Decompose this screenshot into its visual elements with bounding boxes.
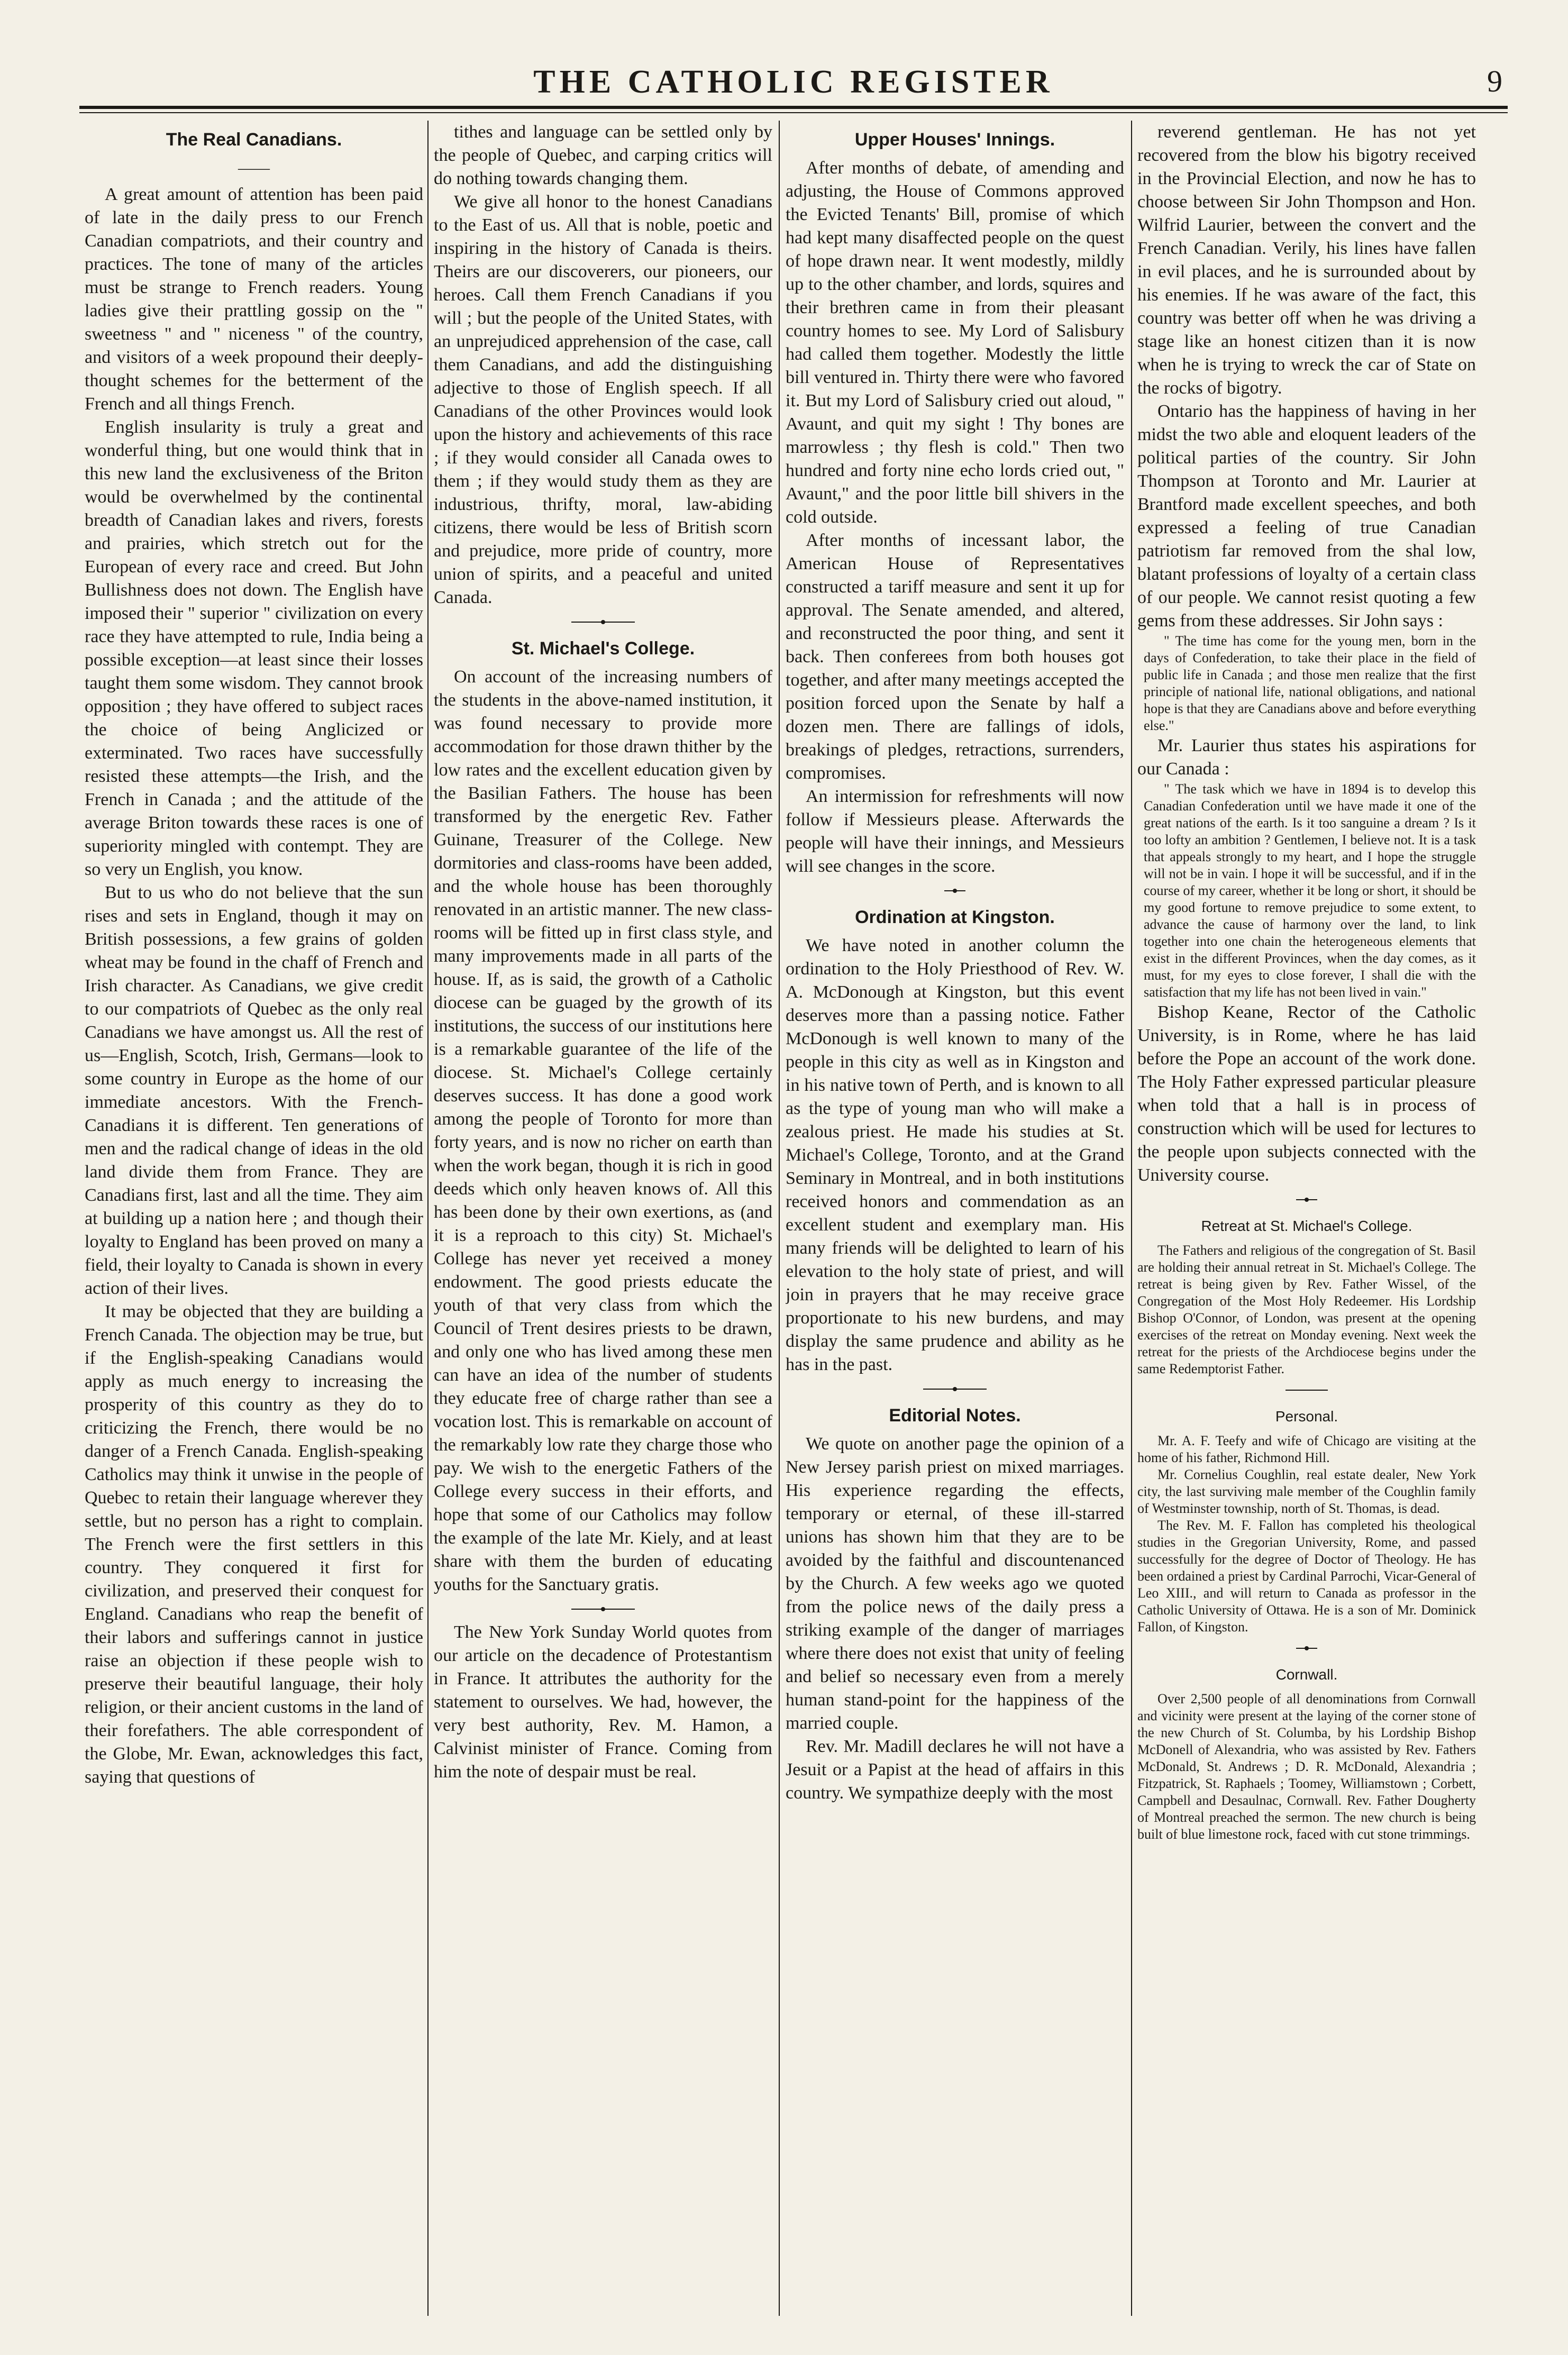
section-divider [434, 614, 772, 629]
heading-dash: —— [238, 159, 270, 177]
article-paragraph: After months of incessant labor, the American House of Representatives constructed a tariff measure and sent it up for approval. The Senate amended, and altered, and reconstructed the poor thing, and sent it back. Then conferees from both houses got together, and after many meetings accepted the position forced upon the Senate by half a dozen men. There are fallings of idols, breakings of pledges, retractions, surrenders, compromises. [786, 531, 1124, 783]
article-paragraph: Mr. Laurier thus states his aspirations for our Canada : [1137, 736, 1476, 779]
article-paragraph: Rev. Mr. Madill declares he will not have a Jesuit or a Papist at the head of affairs in this country. We sympathize deeply with the most [786, 1737, 1124, 1803]
article-heading-real-canadians: The Real Canadians. [166, 130, 342, 150]
article-paragraph: Over 2,500 people of all denominations from Cornwall and vicinity were present at the laying of the corner stone of the new Church of St. Columba, by his Lordship Bishop McDonell of Alexandria, who was assisted by Rev. Fathers McDonald, St. Andrews ; D. R. McDonald, Alexandria ; Fitzpatrick, St. Raphaels ; Toomey, Williamstown ; Corbett, Campbell and Desaulnac, Cornwall. Rev. Father Dougherty of Montreal preached the sermon. The new church is being built of blue limestone rock, faced with cut stone trimmings. [1137, 1691, 1476, 1842]
article-heading-retreat: Retreat at St. Michael's College. [1201, 1218, 1412, 1234]
article-paragraph: An intermission for refreshments will now follow if Messieurs please. Afterwards the people will have their innings, and Messieurs will see changes in the score. [786, 787, 1124, 876]
ornament-divider-icon [1275, 1645, 1338, 1652]
article-paragraph: The Fathers and religious of the congregation of St. Basil are holding their annual retreat in St. Michael's College. The retreat is being given by Rev. Father Wissel, of the Congregation of the Most Holy Redeemer. His Lordship Bishop O'Connor, of London, was present at the opening exercises of the retreat on Monday evening. Next week the retreat for the priests of the Archdiocese begins under the same Redemptorist Father. [1137, 1243, 1476, 1376]
article-paragraph: Mr. A. F. Teefy and wife of Chicago are visiting at the home of his father, Richmond Hill. [1137, 1433, 1476, 1465]
page-number: 9 [1487, 64, 1502, 98]
article-paragraph: The New York Sunday World quotes from our article on the decadence of Protestantism in France. It attributes the authority for the statement to ourselves. We had, however, the very best authority, Rev. M. Hamon, a Calvinist minister of France. Coming from him the note of despair must be real. [434, 1622, 772, 1782]
column-2 [434, 121, 772, 2316]
ornament-divider-icon [1275, 1196, 1338, 1203]
column-rule [779, 121, 780, 2316]
article-paragraph: Mr. Cornelius Coughlin, real estate dealer, New York city, the last surviving male member of the Coughlin family of Westminster township, north of St. Thomas, is dead. [1137, 1467, 1476, 1516]
newspaper-title: THE CATHOLIC REGISTER [533, 64, 1054, 100]
column-1 [85, 121, 423, 2316]
ornament-divider-icon [571, 1605, 635, 1613]
article-heading-cornwall: Cornwall. [1275, 1666, 1338, 1683]
article-paragraph: On account of the increasing numbers of the students in the above-named institution, it was found necessary to provide more accommodation for those drawn thither by the low rates and the excellent education given by the Basilian Fathers. The house has been transformed by the energetic Rev. Father Guinane, Treasurer of the College. New dormitories and class-rooms have been added, and the whole house has been thoroughly renovated in an artistic manner. The new class-rooms will be fitted up in first class style, and many improvements made in all parts of the house. If, as is said, the growth of a Catholic diocese can be guaged by the growth of its institutions, the success of our institutions here is a remarkable guarantee of the life of the diocese. St. Michael's College certainly deserves success. It has done a good work among the people of Toronto for more than forty years, and is now no richer on earth than when the work began, though it is rich in good deeds which only heaven knows of. All this has been done by their own exertions, as (and it is a reproach to this city) St. Michael's College has never yet received a money endowment. The good priests educate the youth of that very class from which the Council of Trent desires priests to be drawn, and only one who has lived among these men can have an idea of the number of students they educate free of charge rather than see a vocation lost. This is remarkable on account of the remarkably low rate they charge those who pay. We wish to the energetic Fathers of the College every success in their efforts, and hope that some of our Catholics may follow the example of the late Mr. Kiely, and at least share with them the burden of educating youths for the Sanctuary gratis. [434, 667, 772, 1594]
column-rule [1131, 121, 1132, 2316]
article-paragraph: After months of debate, of amending and adjusting, the House of Commons approved the Evicted Tenants' Bill, promise of which had kept many disaffected people on the quest of hope drawn near. It went modestly, mildly up to the other chamber, and lords, squires and their brethren came in from their pleasant country homes to see. My Lord of Salisbury had called them together. Modestly the little bill ventured in. Thirty there were who favored it. But my Lord of Salisbury cried out aloud, " Avaunt, and quit my sight ! Thy bones are marrowless ; thy flesh is cold." Then two hundred and forty nine echo lords cried out, " Avaunt," and the poor little bill shivers in the cold outside. [786, 158, 1124, 527]
article-heading-st-michaels: St. Michael's College. [511, 638, 695, 659]
article-heading-upper-houses: Upper Houses' Innings. [854, 130, 1055, 150]
article-heading-editorial-notes: Editorial Notes. [889, 1405, 1021, 1426]
article-paragraph: We give all honor to the honest Canadians to the East of us. All that is noble, poetic and inspiring in the history of Canada is theirs. Theirs are our discoverers, our pioneers, our heroes. Call them French Canadians if you will ; but the people of the United States, with an unprejudiced apprehension of the case, call them Canadians, and add the distinguishing adjective to those of English speech. If all Canadians of the other Provinces would look upon the history and achievements of this race ; if they would consider all Canada owes to them ; if they would study them as they are industrious, thrifty, moral, law-abiding citizens, there would be less of British scorn and prejudice, more pride of country, more union of spirits, and a peaceful and united Canada. [434, 192, 772, 607]
column-4 [1137, 121, 1476, 2316]
article-paragraph: We quote on another page the opinion of a New Jersey parish priest on mixed marriages. His experience regarding the effects, temporary or eternal, of these ill-starred unions has shown him that they are to be avoided by the faithful and discountenanced by the Church. A few weeks ago we quoted from the police news of the daily press a striking example of the danger of marriages where there does not exist that unity of feeling and belief so necessary even from a merely human stand-point for the happiness of the married couple. [786, 1434, 1124, 1733]
section-divider [1137, 1191, 1476, 1207]
column-3 [786, 121, 1124, 2316]
quotation-thompson: " The time has come for the young men, born in the days of Confederation, to take their place in the field of public life in Canada ; and those men realize that the first principle of national life, national obligations, and national hope is that they are Canadians above and before everything else." [1144, 633, 1476, 733]
ornament-divider-icon [571, 618, 635, 626]
section-divider [434, 1601, 772, 1617]
ornament-divider-icon [1275, 1386, 1338, 1394]
masthead [79, 63, 1508, 106]
section-divider [786, 882, 1124, 898]
article-paragraph: It may be objected that they are building a French Canada. The objection may be true, but if the English-speaking Canadians would apply as much energy to increasing the prosperity of this country as they do to criticizing the French, there would be no danger of a French Canada. English-speaking Catholics may think it unwise in the people of Quebec to retain their language wherever they settle, but no person has a right to complain. The French were the first settlers in this country. They conquered it first for civilization, and preserved their conquest for England. Canadians who reap the benefit of their labors and sufferings cannot in justice raise an objection if these people wish to preserve their beautiful language, their holy religion, or their ancient customs in the land of their forefathers. The able correspondent of the Globe, Mr. Ewan, acknowledges this fact, saying that questions of [85, 1302, 423, 1787]
section-divider [1137, 1640, 1476, 1656]
article-paragraph: reverend gentleman. He has not yet recovered from the blow his bigotry received in the Provincial Election, and now he has to choose between Sir John Thompson and Hon. Wilfrid Laurier, between the convert and the French Canadian. Verily, his lines have fallen in evil places, and he is surrounded about by his enemies. If he was aware of the fact, this country was better off when he was driving a stage like an honest citizen than it is now when he is trying to wreck the car of State on the rocks of bigotry. [1137, 122, 1476, 398]
masthead-rule-thin [79, 112, 1508, 113]
article-paragraph: We have noted in another column the ordination to the Holy Priesthood of Rev. W. A. McDonough at Kingston, but this event deserves more than a passing notice. Father McDonough is well known to many of the people in this city as well as in Kingston and in his native town of Perth, and is known to all as the type of young man who will make a zealous priest. He made his studies at St. Michael's College, Toronto, and at the Grand Seminary in Montreal, and in both institutions received honors and commendation as an excellent student and exemplary man. His many friends will be delighted to learn of his elevation to the holy state of priest, and will join in prayers that he may receive grace proportionate to his new burdens, and may display the same prudence and ability as he has in the past. [786, 936, 1124, 1374]
article-paragraph: English insularity is truly a great and wonderful thing, but one would think that in this new land the exclusiveness of the Briton would be overwhelmed by the continental breadth of Canadian lakes and rivers, forests and prairies, which stretch out for the European of every race and creed. But John Bullishness does not down. The English have imposed their " superior " civilization on every race they have attempted to rule, India being a possible exception—at least since their losses taught them some wisdom. They cannot brook opposition ; they have offered to subject races the choice of being Anglicized or exterminated. Two races have successfully resisted these attempts—the Irish, and the French in Canada ; and the attitude of the average Briton towards these races is one of superiority mingled with contempt. They are so very un English, you know. [85, 417, 423, 879]
article-paragraph: The Rev. M. F. Fallon has completed his theological studies in the Gregorian University, Rome, and passed successfully for the degree of Doctor of Theology. He has been ordained a priest by Cardinal Parrochi, Vicar-General of Leo XIII., and will return to Canada as professor in the Catholic University of Ottawa. He is a son of Mr. Dominick Fallon, of Kingston. [1137, 1518, 1476, 1635]
article-heading-ordination: Ordination at Kingston. [855, 907, 1055, 927]
article-paragraph: tithes and language can be settled only by the people of Quebec, and carping critics will do nothing towards changing them. [434, 122, 772, 188]
ornament-divider-icon [923, 887, 987, 894]
article-paragraph: Ontario has the happiness of having in her midst the two able and eloquent leaders of the political parties of the country. Sir John Thompson at Toronto and Mr. Laurier at Brantford made excellent speeches, and both expressed a feeling of true Canadian patriotism far removed from the shal low, blatant professions of loyalty of a certain class of our people. We cannot resist quoting a few gems from these addresses. Sir John says : [1137, 401, 1476, 631]
article-paragraph: But to us who do not believe that the sun rises and sets in England, though it may on British possessions, a few grains of golden wheat may be found in the chaff of French and Irish character. As Canadians, we give credit to our compatriots of Quebec as the only real Canadians we have amongst us. All the rest of us—English, Scotch, Irish, Germans—look to some country in Europe as the home of our immediate ancestors. With the French-Canadians it is different. Ten generations of men and the radical change of ideas in the old land divide them from France. They are Canadians first, last and all the time. They aim at building up a nation here ; and though their loyalty to England has been proved on many a field, their loyalty to Canada is shown in every action of their lives. [85, 883, 423, 1298]
section-divider [786, 1381, 1124, 1396]
article-heading-personal: Personal. [1275, 1408, 1338, 1425]
article-paragraph: A great amount of attention has been paid of late in the daily press to our French Canadian compatriots, and their country and practices. The tone of many of the articles must be strange to French readers. Young ladies give their prattling gossip on the " sweetness " and " niceness " of the country, and visitors of a week propound their deeply-thought schemes for the betterment of the French and all things French. [85, 185, 423, 414]
column-rule [427, 121, 429, 2316]
quotation-laurier: " The task which we have in 1894 is to develop this Canadian Confederation until we have made it one of the great nations of the earth. Is it too sanguine a dream ? Is it too lofty an ambition ? Gentlemen, I believe not. It is a task that appeals strongly to my heart, and I hope the struggle will not be in vain. I hope it will be successful, and if in the course of my career, whether it be long or short, it should be my good fortune to remove prejudice to some extent, to advance the cause of harmony over the land, to link together into one chain the heterogeneous elements that exist in the different Provinces, when the day comes, as it must, for my eyes to close forever, I shall die with the satisfaction that my life has not been lived in vain." [1144, 781, 1476, 1000]
article-paragraph: Bishop Keane, Rector of the Catholic University, is in Rome, where he has laid before the Pope an account of the work done. The Holy Father expressed particular pleasure when told that a hall is in process of construction which will be used for lectures to the people upon subjects connected with the University course. [1137, 1002, 1476, 1185]
ornament-divider-icon [923, 1385, 987, 1393]
masthead-rule [79, 106, 1508, 109]
section-divider [1137, 1382, 1476, 1398]
